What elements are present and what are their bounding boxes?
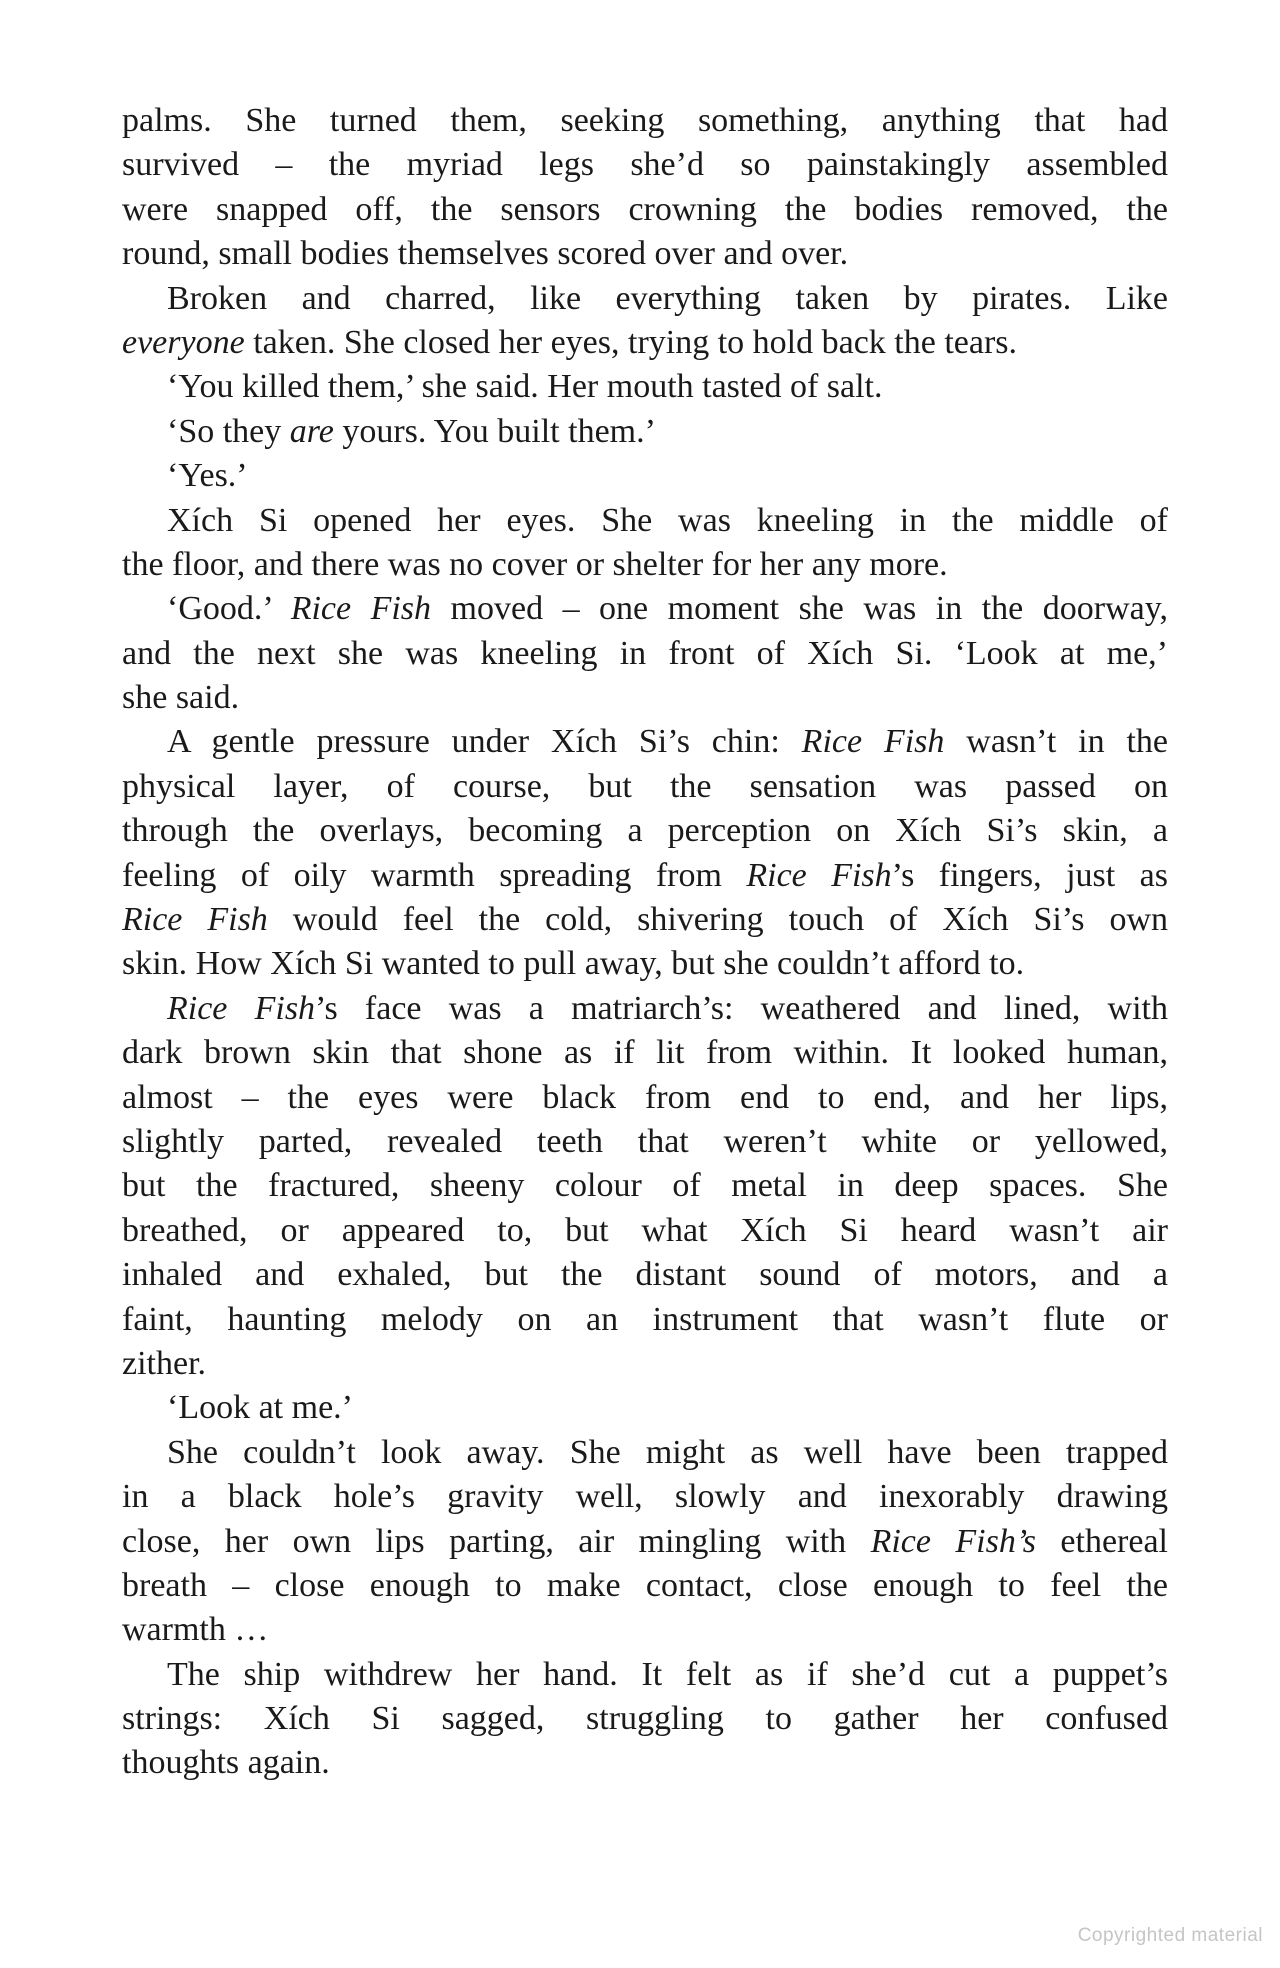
text-segment: ’s face was a matriarch’s: weathered and lined, with <box>315 989 1168 1027</box>
text-line <box>122 854 1168 898</box>
paragraph <box>122 1386 1168 1430</box>
text-segment: round, small bodies themselves scored over and over. <box>122 235 849 273</box>
text-segment: She couldn’t look away. She might as well have been trapped <box>167 1433 1168 1471</box>
italic-text-segment: Rice Fish <box>290 590 432 628</box>
text-segment: The ship withdrew her hand. It felt as if she’d cut a puppet’s <box>167 1655 1168 1693</box>
italic-text-segment: Rice Fish <box>801 723 945 761</box>
text-segment: moved – one moment she was in the doorway, <box>431 590 1168 628</box>
text-line <box>122 232 1168 276</box>
text-segment: were snapped off, the sensors crowning the bodies removed, the <box>122 190 1168 228</box>
text-line <box>122 277 1168 321</box>
text-line <box>122 1076 1168 1120</box>
italic-text-segment: Rice Fish <box>122 901 268 939</box>
text-line <box>122 987 1168 1031</box>
text-line <box>122 1697 1168 1741</box>
text-line <box>122 1031 1168 1075</box>
text-line <box>122 1741 1168 1785</box>
text-line <box>122 99 1168 143</box>
text-segment: ‘Look at me.’ <box>167 1389 353 1427</box>
text-line <box>122 143 1168 187</box>
text-segment: physical layer, of course, but the sensation was passed on <box>122 767 1168 805</box>
text-line <box>122 809 1168 853</box>
text-line <box>122 720 1168 764</box>
text-segment: strings: Xích Si sagged, struggling to gather her confused <box>122 1700 1168 1738</box>
paragraph <box>122 587 1168 720</box>
text-segment: slightly parted, revealed teeth that weren’t white or yellowed, <box>122 1122 1168 1160</box>
italic-text-segment: are <box>289 412 334 450</box>
italic-text-segment: everyone <box>122 323 245 361</box>
text-line <box>122 1653 1168 1697</box>
text-line <box>122 365 1168 409</box>
text-segment: A gentle pressure under Xích Si’s chin: <box>167 723 802 761</box>
text-line <box>122 1253 1168 1297</box>
text-segment: breath – close enough to make contact, close enough to feel the <box>122 1566 1168 1604</box>
text-segment: would feel the cold, shivering touch of Xích Si’s own <box>267 901 1168 939</box>
text-line <box>122 1431 1168 1475</box>
text-segment: warmth … <box>122 1611 269 1649</box>
text-segment: skin. How Xích Si wanted to pull away, but she couldn’t afford to. <box>122 945 1025 983</box>
text-line <box>122 410 1168 454</box>
text-segment: palms. She turned them, seeking something, anything that had <box>122 102 1168 139</box>
text-segment: taken. She closed her eyes, trying to hold back the tears. <box>244 323 1018 361</box>
text-segment: the floor, and there was no cover or shelter for her any more. <box>122 545 948 583</box>
text-line <box>122 1342 1168 1386</box>
text-line <box>122 188 1168 232</box>
text-line <box>122 1520 1168 1564</box>
text-segment: but the fractured, sheeny colour of metal in deep spaces. She <box>122 1167 1168 1205</box>
text-segment: ’s fingers, just as <box>891 856 1168 894</box>
paragraph <box>122 99 1168 277</box>
text-line <box>122 1209 1168 1253</box>
text-line <box>122 499 1168 543</box>
text-segment: faint, haunting melody on an instrument that wasn’t flute or <box>122 1300 1168 1338</box>
copyright-watermark: Copyrighted material <box>1077 1925 1263 1946</box>
text-segment: feeling of oily warmth spreading from <box>122 856 747 894</box>
paragraph <box>122 987 1168 1387</box>
paragraph <box>122 1431 1168 1653</box>
paragraph <box>122 365 1168 409</box>
text-line <box>122 1475 1168 1519</box>
text-line <box>122 632 1168 676</box>
text-segment: close, her own lips parting, air mingling with <box>122 1522 871 1560</box>
page-text-block <box>122 99 1168 1786</box>
text-segment: dark brown skin that shone as if lit from within. It looked human, <box>122 1034 1168 1072</box>
text-line <box>122 1386 1168 1430</box>
text-segment: Broken and charred, like everything taken by pirates. Like <box>167 279 1168 317</box>
text-segment: ‘So they <box>167 412 290 450</box>
text-line <box>122 454 1168 498</box>
text-line <box>122 1164 1168 1208</box>
text-segment: ‘You killed them,’ she said. Her mouth tasted of salt. <box>167 368 883 406</box>
text-segment: ethereal <box>1036 1522 1168 1560</box>
italic-text-segment: Rice Fish <box>167 989 316 1027</box>
text-line <box>122 765 1168 809</box>
text-segment: thoughts again. <box>122 1744 330 1782</box>
text-segment: survived – the myriad legs she’d so painstakingly assembled <box>122 146 1168 184</box>
text-segment: in a black hole’s gravity well, slowly and inexorably drawing <box>122 1478 1168 1516</box>
text-segment: through the overlays, becoming a perception on Xích Si’s skin, a <box>122 812 1168 850</box>
text-line <box>122 676 1168 720</box>
text-segment: Xích Si opened her eyes. She was kneeling in the middle of <box>167 501 1168 539</box>
text-segment: breathed, or appeared to, but what Xích Si heard wasn’t air <box>122 1211 1168 1249</box>
italic-text-segment: Rice Fish <box>746 856 892 894</box>
paragraph <box>122 720 1168 986</box>
text-line <box>122 1608 1168 1652</box>
text-line <box>122 321 1168 365</box>
text-segment: ‘Good.’ <box>167 590 291 628</box>
text-line <box>122 543 1168 587</box>
paragraph <box>122 410 1168 454</box>
text-line <box>122 942 1168 986</box>
text-line <box>122 1298 1168 1342</box>
text-segment: wasn’t in the <box>944 723 1168 761</box>
paragraph <box>122 499 1168 588</box>
text-line <box>122 587 1168 631</box>
paragraph <box>122 277 1168 366</box>
text-segment: she said. <box>122 679 240 717</box>
text-segment: inhaled and exhaled, but the distant sound of motors, and a <box>122 1256 1168 1294</box>
italic-text-segment: Rice Fish’s <box>870 1522 1037 1560</box>
text-line <box>122 1120 1168 1164</box>
paragraph <box>122 454 1168 498</box>
text-segment: ‘Yes.’ <box>167 457 248 495</box>
text-line <box>122 898 1168 942</box>
text-segment: and the next she was kneeling in front of Xích Si. ‘Look at me,’ <box>122 634 1168 672</box>
text-segment: zither. <box>122 1344 207 1382</box>
text-segment: yours. You built them.’ <box>333 412 656 450</box>
paragraph <box>122 1653 1168 1786</box>
text-line <box>122 1564 1168 1608</box>
text-segment: almost – the eyes were black from end to end, and her lips, <box>122 1078 1168 1116</box>
